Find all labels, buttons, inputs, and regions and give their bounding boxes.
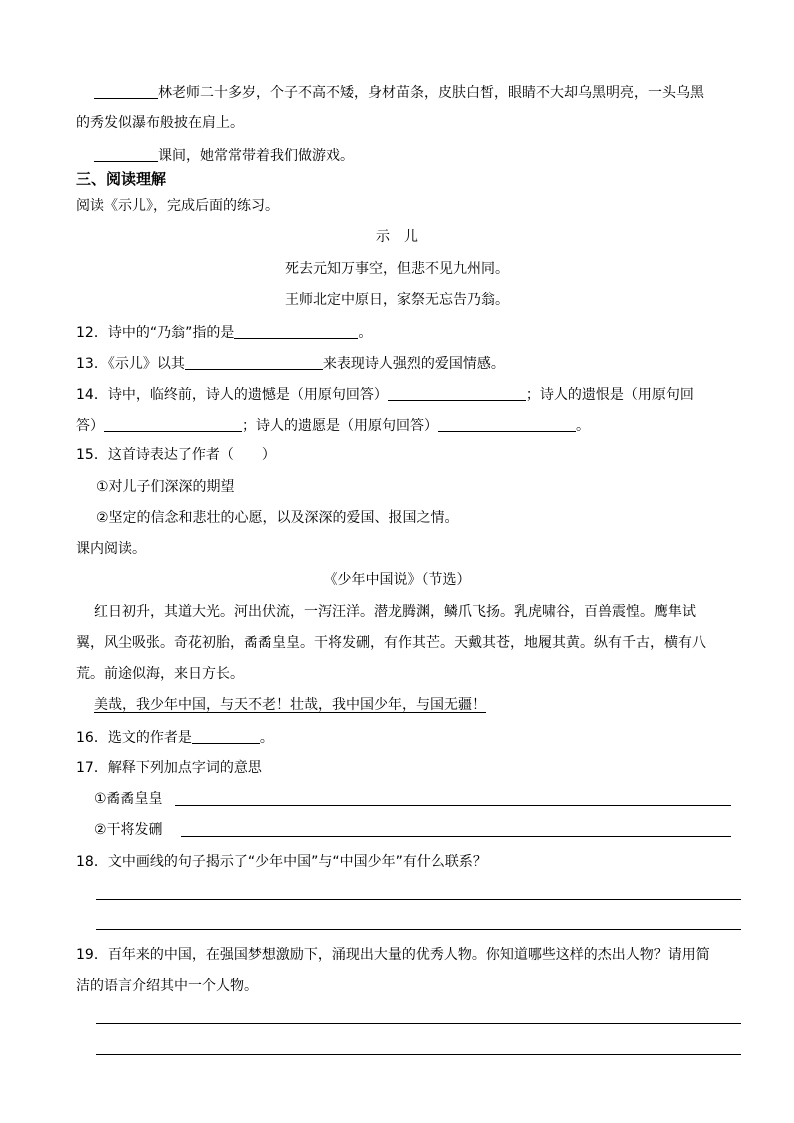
question-17-item-2: ②干将发硎 bbox=[94, 822, 163, 838]
passage-line-1: 红日初升，其道大光。河出伏流，一泻汪洋。潜龙腾渊，鳞爪飞扬。乳虎啸谷，百兽震惶。鹰隼试 bbox=[94, 604, 696, 620]
poem-line-1: 死去元知万事空，但悲不见九州同。 bbox=[285, 261, 509, 277]
section-heading: 三、阅读理解 bbox=[76, 170, 167, 188]
answer-blank[interactable] bbox=[94, 84, 158, 99]
fill-line-class bbox=[94, 147, 354, 163]
answer-line[interactable] bbox=[96, 899, 741, 900]
question-19: 19．百年来的中国，在强国梦想激励下，涌现出大量的优秀人物。你知道哪些这样的杰出人物？请用简 bbox=[76, 947, 710, 963]
answer-blank[interactable] bbox=[185, 355, 323, 370]
question-14-cont: 答） ；诗人的遗愿是（用原句回答） 。 bbox=[76, 418, 590, 434]
question-14: 14．诗中，临终前，诗人的遗憾是（用原句回答） ；诗人的遗恨是（用原句回 bbox=[76, 387, 694, 403]
question-19-cont: 洁的语言介绍其中一个人物。 bbox=[76, 978, 258, 994]
answer-line[interactable] bbox=[96, 1054, 741, 1055]
lin-text-cont: 的秀发似瀑布般披在肩上。 bbox=[76, 115, 244, 131]
question-15: 15．这首诗表达了作者（ ） bbox=[76, 447, 276, 463]
question-12: 12．诗中的“乃翁”指的是 。 bbox=[76, 325, 373, 341]
answer-line[interactable] bbox=[96, 929, 741, 930]
passage-underlined-sentence: 美哉，我少年中国，与天不老！壮哉，我中国少年，与国无疆！ bbox=[94, 697, 486, 713]
passage-title: 《少年中国说》（节选） bbox=[323, 572, 471, 588]
answer-blank[interactable] bbox=[438, 417, 576, 432]
answer-line[interactable] bbox=[175, 805, 731, 806]
question-18: 18．文中画线的句子揭示了“少年中国”与“中国少年”有什么联系？ bbox=[76, 854, 487, 870]
answer-blank[interactable] bbox=[104, 417, 242, 432]
answer-blank[interactable] bbox=[192, 729, 260, 744]
poem-line-2: 王师北定中原日，家祭无忘告乃翁。 bbox=[285, 292, 509, 308]
answer-blank[interactable] bbox=[94, 147, 158, 162]
section-intro: 阅读《示儿》，完成后面的练习。 bbox=[76, 198, 279, 214]
answer-line[interactable] bbox=[96, 1023, 741, 1024]
question-15-option-2[interactable]: ②坚定的信念和悲壮的心愿，以及深深的爱国、报国之情。 bbox=[96, 510, 459, 526]
passage-intro: 课内阅读。 bbox=[76, 541, 146, 557]
passage-line-3: 荒。前途似海，来日方长。 bbox=[76, 666, 244, 682]
fill-line-lin bbox=[94, 84, 704, 100]
question-17-item-1: ①矞矞皇皇 bbox=[94, 791, 163, 807]
passage-line-2: 翼，风尘吸张。奇花初胎，矞矞皇皇。干将发硎，有作其芒。天戴其苍，地履其黄。纵有千古，横有八 bbox=[76, 635, 706, 651]
poem-title: 示 儿 bbox=[376, 229, 418, 245]
question-15-option-1[interactable]: ①对儿子们深深的期望 bbox=[96, 479, 235, 495]
answer-blank[interactable] bbox=[234, 324, 358, 339]
question-13: 13．《示儿》以其 来表现诗人强烈的爱国情感。 bbox=[76, 356, 505, 372]
answer-blank[interactable] bbox=[388, 386, 526, 401]
question-17: 17．解释下列加点字词的意思 bbox=[76, 760, 262, 776]
answer-line[interactable] bbox=[181, 836, 731, 837]
question-16: 16．选文的作者是 。 bbox=[76, 730, 274, 746]
class-text: 课间，她常常带着我们做游戏。 bbox=[158, 148, 354, 164]
lin-text: 林老师二十多岁，个子不高不矮，身材苗条，皮肤白皙，眼睛不大却乌黑明亮，一头乌黑 bbox=[158, 85, 704, 101]
